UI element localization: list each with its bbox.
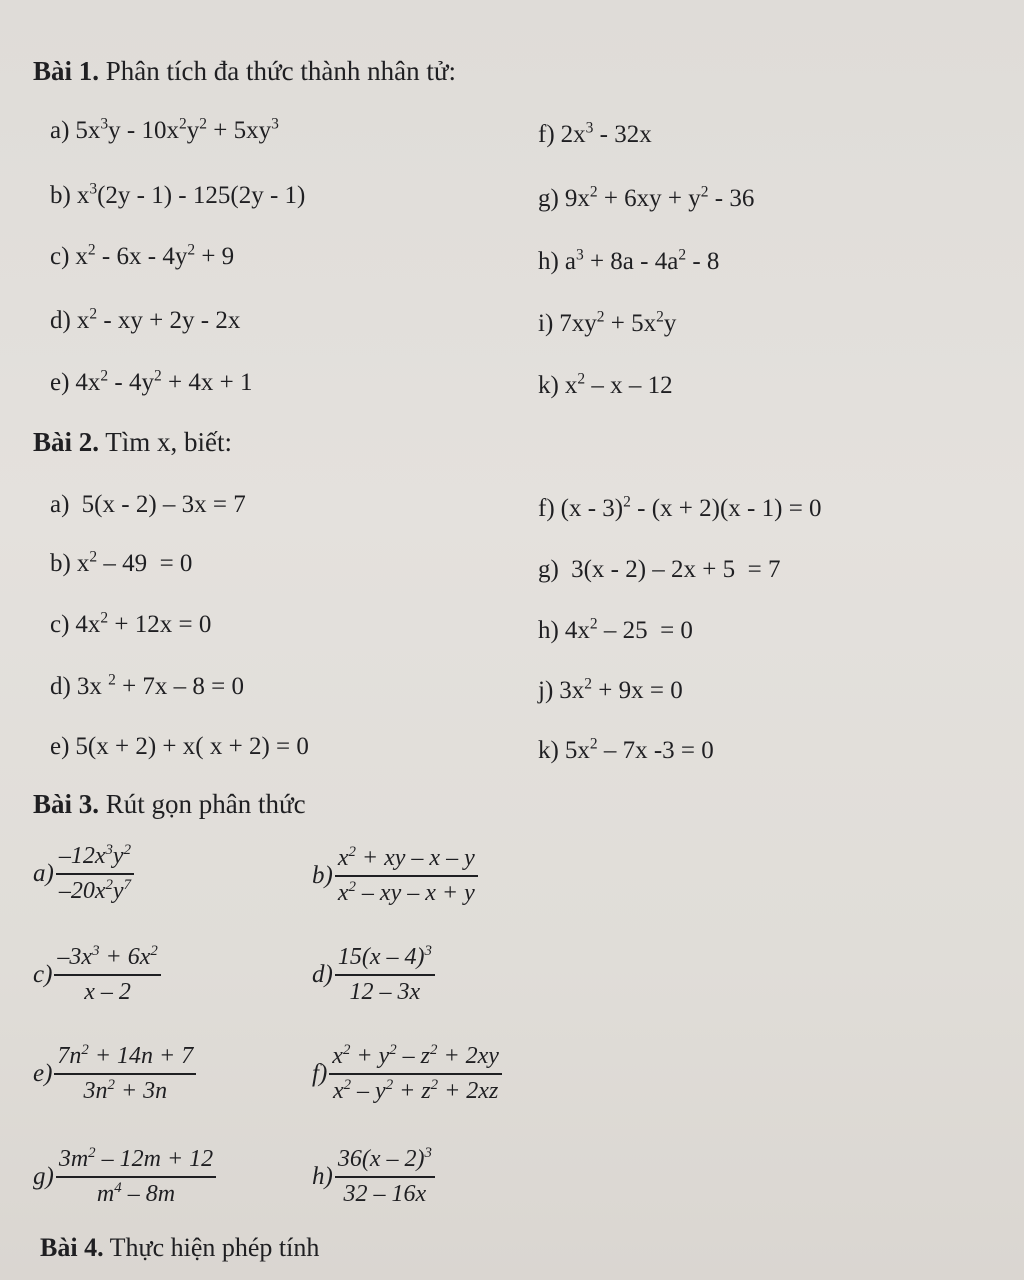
bai1-item-e: e) $4x^2 - 4y^2 + 4x + 1$ — [50, 367, 253, 396]
bai2-title: Tìm x, biết: — [99, 427, 233, 457]
denominator: $3n^2 + 3n$ — [83, 1076, 168, 1104]
denominator: 32 – 16x — [343, 1181, 427, 1207]
bai2-item-a: a) 5(x - 2) – 3x = 7 — [50, 491, 246, 518]
bai3-fraction-a: a) $\frac{-12x^3y^2}{-20x^2y^7}$ — [33, 843, 134, 905]
denominator: $x^2 - y^2 + z^2 + 2xz$ — [332, 1076, 499, 1104]
bai2-item-b: b) $x^2 - 49 = 0$ — [50, 548, 193, 577]
bai2-item-g: g) 3(x - 2) – 2x + 5 = 7 — [538, 556, 781, 583]
bai2-number: Bài 2. — [33, 427, 100, 457]
denominator: $-20x^2y^7$ — [58, 876, 132, 904]
bai2-item-d: d) 3x $^2$ + 7x – 8 = 0 — [50, 671, 245, 700]
bai4-number: Bài 4. — [40, 1233, 104, 1262]
numerator: $3m^2 - 12m + 12$ — [56, 1146, 216, 1178]
bai1-item-d: d) $x^2$ - xy + 2y - 2x — [50, 305, 241, 334]
bai3-fraction-f: f) $\frac{x^2 + y^2 - z^2 + 2xy}{x^2 - y^2 + z^2 + 2xz}$ — [312, 1043, 502, 1105]
numerator: $x^2 + y^2 - z^2 + 2xy$ — [329, 1043, 502, 1075]
bai3-number: Bài 3. — [33, 789, 100, 819]
bai3-fraction-h: h) $\frac{36(x - 2)^3}{32 - 16x}$ — [312, 1146, 435, 1208]
bai2-item-f: f) (x - 3)$^2$ - (x + 2)(x - 1) = 0 — [538, 493, 822, 522]
numerator: $x^2$ + xy – x – y — [335, 845, 478, 877]
bai4-heading — [40, 1233, 319, 1263]
bai2-item-e: e) 5(x + 2) + x( x + 2) = 0 — [50, 733, 309, 760]
bai2-item-c: c) $4x^2 + 12x = 0$ — [50, 609, 212, 638]
bai1-number: Bài 1. — [33, 56, 100, 86]
numerator: $-3x^3 + 6x^2$ — [54, 944, 160, 976]
bai1-item-h: h) $a^3 + 8a - 4a^2 - 8$ — [538, 246, 720, 275]
bai1-item-a: a) $5x^3y - 10x^2y^2 + 5xy^3$ — [50, 115, 279, 144]
bai3-title: Rút gọn phân thức — [99, 789, 306, 819]
bai3-fraction-b: b) $\frac{x^2 + xy - x - y}{x^2 - xy - x + y}$ — [312, 845, 478, 907]
bai2-item-j: j) $3x^2 + 9x = 0$ — [538, 675, 683, 704]
bai1-item-k: k) $x^2$ – x – 12 — [538, 370, 673, 399]
bai1-item-g: g) $9x^2 + 6xy + y^2 - 36$ — [538, 183, 755, 212]
denominator: 12 – 3x — [349, 979, 421, 1005]
bai2-item-k: k) $5x^2 - 7x$ -3 = 0 — [538, 735, 714, 764]
bai1-item-i: i) $7xy^2 + 5x^2y$ — [538, 308, 677, 337]
bai1-title: Phân tích đa thức thành nhân tử: — [99, 56, 456, 86]
numerator: 36(x – 2)$^3$ — [335, 1146, 435, 1178]
bai2-item-h: h) $4x^2 - 25 = 0$ — [538, 615, 693, 644]
bai1-item-f: f) $2x^3 - 32x$ — [538, 119, 652, 148]
bai1-item-c: c) $x^2 - 6x - 4y^2 + 9$ — [50, 241, 235, 270]
bai2-heading — [33, 427, 232, 458]
denominator: $x^2$ – xy – x + y — [337, 878, 475, 906]
numerator: $7n^2 + 14n + 7$ — [54, 1043, 196, 1075]
numerator: $-12x^3y^2$ — [56, 843, 134, 875]
bai3-fraction-c: c) $\frac{-3x^3 + 6x^2}{x - 2}$ — [33, 944, 161, 1006]
bai3-fraction-e: e) $\frac{7n^2 + 14n + 7}{3n^2 + 3n}$ — [33, 1043, 196, 1105]
denominator: $m^4 - 8m$ — [96, 1179, 176, 1207]
bai3-heading — [33, 789, 306, 820]
bai3-fraction-d: d) $\frac{15(x - 4)^3}{12 - 3x}$ — [312, 944, 435, 1006]
bai1-heading — [33, 56, 456, 87]
bai1-item-b: b) $x^3(2y - 1) - 125(2y - 1)$ — [50, 180, 306, 209]
numerator: 15(x – 4)$^3$ — [335, 944, 435, 976]
bai4-title: Thực hiện phép tính — [103, 1233, 320, 1262]
denominator: x – 2 — [84, 979, 131, 1005]
bai3-fraction-g: g) $\frac{3m^2 - 12m + 12}{m^4 - 8m}$ — [33, 1146, 216, 1208]
